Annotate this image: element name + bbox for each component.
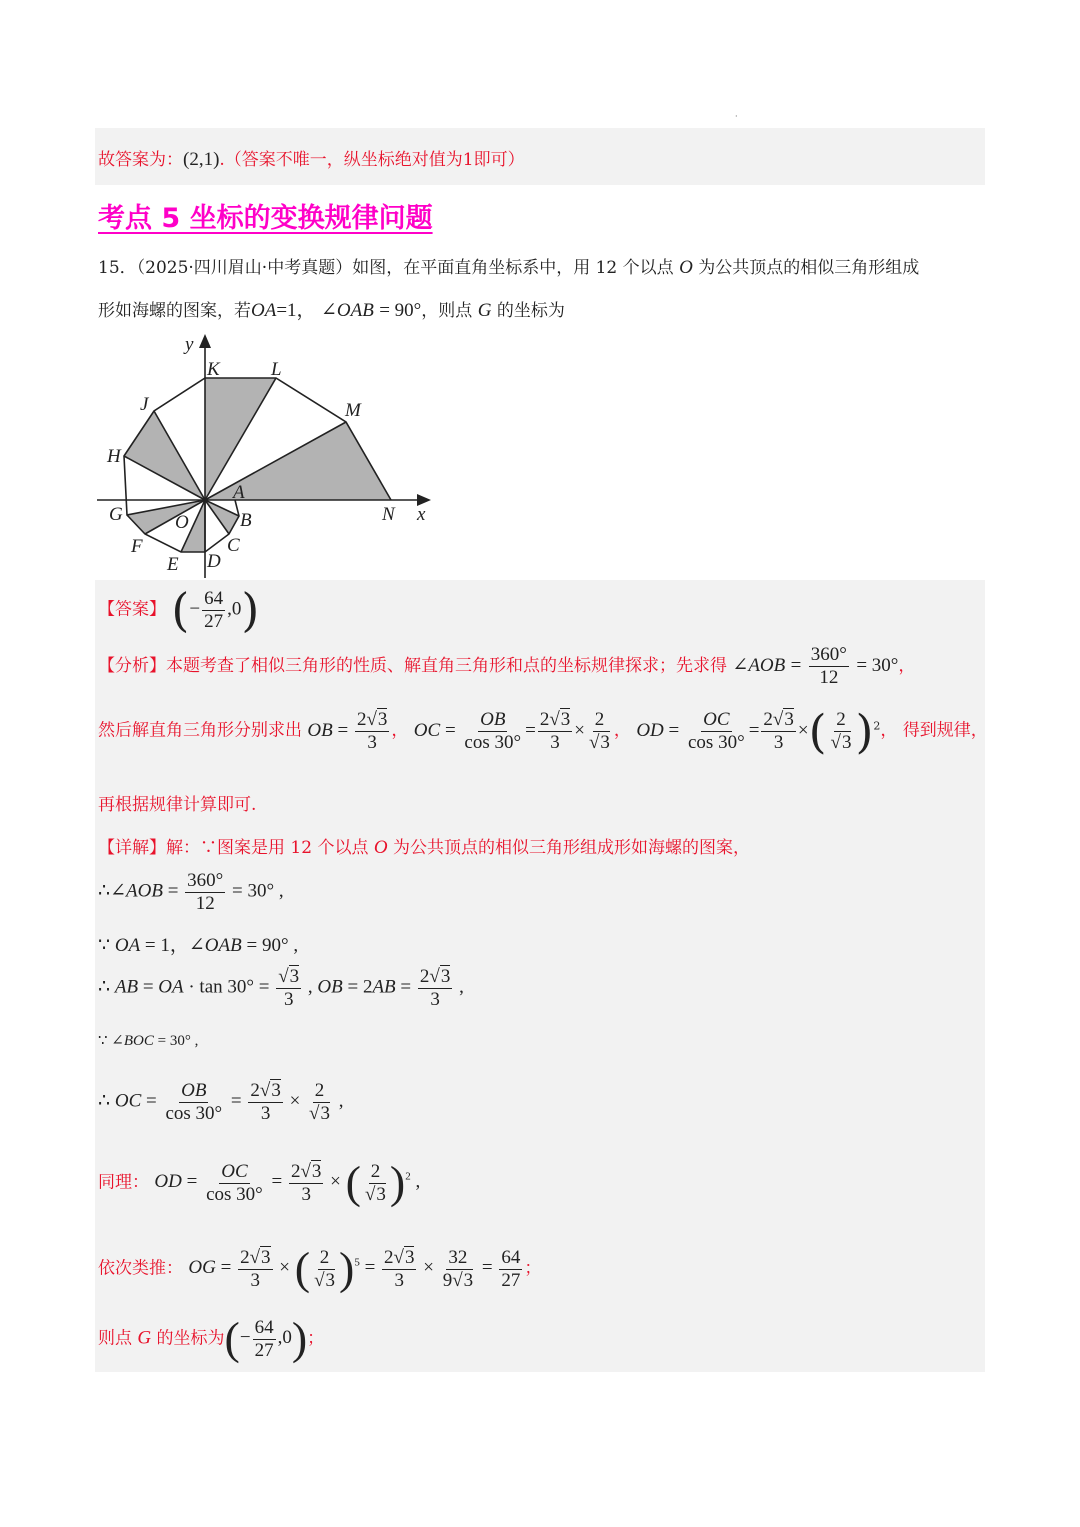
eq-angle: = 90° bbox=[379, 300, 422, 321]
answer-denominator: 27 bbox=[204, 610, 224, 632]
question-text: 形如海螺的图案，若 bbox=[98, 301, 251, 321]
detail-line-7: 同理： OD = $\frac{OC}{\cos 30^\circ}$ = $\frac{2√3}{3}$ × ( $\frac{2}{√3}$ )$^2$ , bbox=[98, 1157, 421, 1208]
section-title: 考点 5 坐标的变换规律问题 bbox=[98, 203, 433, 234]
yici-label: 依次类推： bbox=[98, 1258, 183, 1279]
detail-text: 为公共顶点的相似三角形组成形如海螺的图案， bbox=[393, 838, 750, 858]
answer-numerator: 64 bbox=[204, 587, 224, 609]
question-line-2 bbox=[98, 295, 565, 322]
question-line-1 bbox=[98, 253, 919, 279]
zeshi-label: 则点 bbox=[98, 1328, 132, 1349]
detail-line-5: ∵ ∠BOC = 30° , bbox=[98, 1033, 199, 1049]
label-m: M bbox=[345, 400, 361, 421]
point-o: O bbox=[373, 837, 388, 858]
answer-line: 【答案】 (− $\frac{64}{27}$ ,0) bbox=[98, 583, 260, 637]
label-j: J bbox=[140, 394, 149, 415]
frac-27: 27 bbox=[501, 1269, 521, 1291]
label-a: A bbox=[233, 482, 245, 503]
frac-360: 360° bbox=[810, 644, 847, 665]
cos30: cos 30° bbox=[464, 731, 522, 753]
eq-oa: =1， bbox=[276, 300, 316, 321]
frac-64: 64 bbox=[501, 1246, 521, 1268]
label-x: x bbox=[417, 504, 426, 525]
page-dot: · bbox=[735, 112, 738, 121]
label-c: C bbox=[227, 535, 240, 556]
label-n: N bbox=[382, 504, 395, 525]
label-o: O bbox=[175, 512, 189, 533]
analysis-text: 然后解直角三角形分别求出 bbox=[98, 720, 302, 741]
analysis-text: 得到规律， bbox=[902, 720, 988, 741]
label-b: B bbox=[240, 510, 252, 531]
frac-32: 32 bbox=[448, 1246, 468, 1268]
seg-ob: OB bbox=[307, 719, 333, 741]
label-y: y bbox=[185, 334, 194, 355]
zuobiao-label: 的坐标为 bbox=[156, 1328, 225, 1349]
detail-line-8: 依次类推： OG = $\frac{2√3}{3}$ × ( $\frac{2}{√3}$ )$^5$ = $\frac{2√3}{3}$ × $\frac{32}{9√3}$ = $\frac{64}{27}$ ； bbox=[98, 1243, 542, 1294]
analysis-label: 【分析】 bbox=[98, 655, 166, 676]
previous-answer-prefix: 故答案为： bbox=[98, 150, 183, 170]
sup-5: 5 bbox=[354, 1257, 360, 1270]
tri-ocb bbox=[205, 500, 239, 534]
angle-oab: ∠OAB bbox=[320, 300, 374, 321]
previous-answer-coord: (2,1) bbox=[183, 149, 220, 170]
detail-line-9: 则点 G 的坐标为(− $\frac{64}{27}$ ,0)； bbox=[98, 1313, 325, 1364]
label-d: D bbox=[207, 551, 221, 572]
point-g: G bbox=[137, 1327, 152, 1349]
detail-line-1 bbox=[98, 833, 750, 859]
y-arrow bbox=[199, 334, 211, 348]
question-text: 为公共顶点的相似三角形组成 bbox=[698, 258, 920, 278]
detail-line-2: ∴∠AOB = $\frac{360^\circ}{12}$ = 30° , bbox=[98, 870, 284, 914]
answer-label: 【答案】 bbox=[98, 599, 166, 620]
label-e: E bbox=[167, 554, 179, 575]
sup-2: 2 bbox=[873, 718, 881, 732]
label-f: F bbox=[131, 536, 143, 557]
point-g: G bbox=[477, 300, 492, 321]
eq-30: = 30° bbox=[856, 654, 899, 676]
label-k: K bbox=[207, 359, 220, 380]
detail-label: 【详解】 bbox=[98, 838, 166, 858]
previous-answer-note: .（答案不唯一，纵坐标绝对值为1即可） bbox=[219, 150, 525, 170]
analysis-text: 本题考查了相似三角形的性质、解直角三角形和点的坐标规律探求；先求得 bbox=[166, 655, 727, 676]
analysis-text: 再根据规律计算即可. bbox=[98, 795, 257, 815]
point-o: O bbox=[679, 257, 693, 278]
seg-og: OG bbox=[188, 1257, 216, 1279]
frac-12: 12 bbox=[819, 666, 839, 688]
seg-oa: OA bbox=[251, 300, 277, 321]
tri-ohj bbox=[124, 411, 205, 500]
analysis-line-2: 然后解直角三角形分别求出 OB = $\frac{2√3}{3}$ ， OC = $\frac{OB}{\cos 30^\circ}$ = $\frac{2√3}{3}$ × $\frac{2}{√3}$ ， OD = $\frac{OC}{\cos 30^\circ}$ = $\frac{2√3}{3}$ ×( $\frac{2}{√3}$ )$^2$， 得到规律， bbox=[98, 704, 988, 758]
question-text: 的坐标为 bbox=[496, 301, 565, 321]
seg-od: OD bbox=[636, 719, 664, 741]
spiral-figure bbox=[95, 330, 445, 580]
previous-answer bbox=[98, 145, 525, 171]
label-l: L bbox=[271, 359, 282, 380]
label-h: H bbox=[107, 446, 121, 467]
detail-line-4: ∴ AB = OA · tan 30° = $\frac{√3}{3}$ , OB = 2AB = $\frac{2√3}{3}$ , bbox=[98, 966, 464, 1010]
question-text: 15．（2025·四川眉山·中考真题）如图，在平面直角坐标系中，用 12 个以点 bbox=[98, 258, 674, 278]
question-text: ，则点 bbox=[421, 301, 473, 321]
answer-tail: ,0 bbox=[227, 598, 242, 620]
tongli-label: 同理： bbox=[98, 1172, 149, 1193]
seg-oc: OC bbox=[413, 719, 441, 741]
detail-text: 解：∵图案是用 12 个以点 bbox=[166, 838, 369, 858]
detail-line-3: ∵ OA = 1，∠OAB = 90° , bbox=[98, 935, 299, 956]
label-g: G bbox=[109, 504, 123, 525]
analysis-line-3 bbox=[98, 790, 256, 815]
analysis-line-1: 【分析】本题考查了相似三角形的性质、解直角三角形和点的坐标规律探求；先求得 ∠AOB = $\frac{360^\circ}{12}$ = 30°， bbox=[98, 644, 916, 688]
detail-line-6: ∴ OC = $\frac{OB}{\cos 30^\circ}$ = $\frac{2√3}{3}$ × $\frac{2}{√3}$ , bbox=[98, 1080, 344, 1124]
